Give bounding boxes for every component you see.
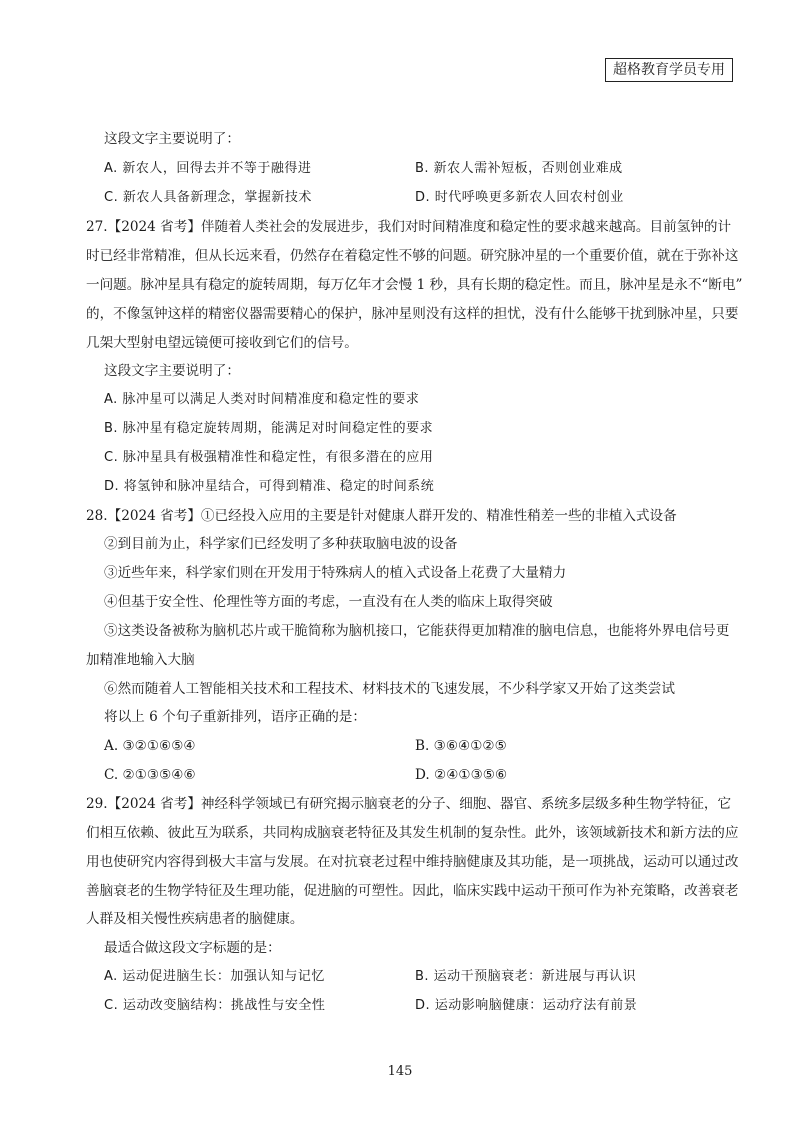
q28-sentence-5: ⑤这类设备被称为脑机芯片或干脆简称为脑机接口，它能获得更加精准的脑电信息，也能将外界电信号更 bbox=[104, 623, 730, 639]
q27-option-d[interactable]: D. 将氢钟和脉冲星结合，可得到精准、稳定的时间系统 bbox=[104, 479, 435, 494]
q27-text-line: 一问题。脉冲星具有稳定的旋转周期，每万亿年才会慢 1 秒，具有长期的稳定性。而且，脉冲星是永不“断电” bbox=[86, 277, 743, 293]
q28-sentence-2: ②到目前为止，科学家们已经发明了多种获取脑电波的设备 bbox=[104, 536, 458, 552]
q28-option-a[interactable]: A. ③②①⑥⑤④ bbox=[104, 738, 196, 754]
q26-prompt: 这段文字主要说明了： bbox=[104, 131, 240, 147]
q28-option-b[interactable]: B. ③⑥④①②⑤ bbox=[415, 738, 507, 754]
q28-option-c[interactable]: C. ②①③⑤④⑥ bbox=[104, 767, 196, 783]
q29-option-d[interactable]: D. 运动影响脑健康：运动疗法有前景 bbox=[415, 998, 638, 1013]
q28-sentence-4: ④但基于安全性、伦理性等方面的考虑，一直没有在人类的临床上取得突破 bbox=[104, 594, 553, 610]
q27-text-line: 几架大型射电望远镜便可接收到它们的信号。 bbox=[86, 335, 358, 351]
q29-text-line: 29.【2024 省考】神经科学领域已有研究揭示脑衰老的分子、细胞、器官、系统多层级多种生物学特征，它 bbox=[86, 796, 732, 812]
q28-sentence-1: 28.【2024 省考】①已经投入应用的主要是针对健康人群开发的、精准性稍差一些的非植入式设备 bbox=[86, 508, 677, 524]
q29-option-c[interactable]: C. 运动改变脑结构：挑战性与安全性 bbox=[104, 998, 326, 1013]
q29-text-line: 用也使研究内容得到极大丰富与发展。在对抗衰老过程中维持脑健康及其功能，是一项挑战，运动可以通过改 bbox=[86, 854, 739, 870]
q28-prompt: 将以上 6 个句子重新排列，语序正确的是： bbox=[104, 709, 366, 725]
q28-sentence-5-cont: 加精准地输入大脑 bbox=[86, 652, 195, 668]
page-number: 145 bbox=[387, 1064, 413, 1079]
q28-option-d[interactable]: D. ②④①③⑤⑥ bbox=[415, 767, 508, 783]
q26-option-d[interactable]: D. 时代呼唤更多新农人回农村创业 bbox=[415, 190, 624, 205]
q29-text-line: 善脑衰老的生物学特征及生理功能，促进脑的可塑性。因此，临床实践中运动干预可作为补充策略，改善衰老 bbox=[86, 883, 739, 899]
q29-option-b[interactable]: B. 运动干预脑衰老：新进展与再认识 bbox=[415, 969, 637, 984]
q27-option-c[interactable]: C. 脉冲星具有极强精准性和稳定性，有很多潜在的应用 bbox=[104, 450, 434, 465]
q27-prompt: 这段文字主要说明了： bbox=[104, 363, 240, 379]
q27-text-line: 27.【2024 省考】伴随着人类社会的发展进步，我们对时间精准度和稳定性的要求越来越高。目前氢钟的计 bbox=[86, 219, 732, 235]
q27-option-b[interactable]: B. 脉冲星有稳定旋转周期，能满足对时间稳定性的要求 bbox=[104, 421, 434, 436]
q27-text-line: 的，不像氢钟这样的精密仪器需要精心的保护，脉冲星则没有这样的担忧，没有什么能够干扰到脉冲星，只要 bbox=[86, 306, 739, 322]
q28-sentence-6: ⑥然而随着人工智能相关技术和工程技术、材料技术的飞速发展，不少科学家又开始了这类尝试 bbox=[104, 681, 675, 697]
watermark-badge: 超格教育学员专用 bbox=[605, 58, 733, 82]
q28-sentence-3: ③近些年来，科学家们则在开发用于特殊病人的植入式设备上花费了大量精力 bbox=[104, 565, 567, 581]
q26-option-a[interactable]: A. 新农人，回得去并不等于融得进 bbox=[104, 161, 312, 176]
q27-text-line: 时已经非常精准，但从长远来看，仍然存在着稳定性不够的问题。研究脉冲星的一个重要价值，就在于弥补这 bbox=[86, 248, 739, 264]
q26-option-b[interactable]: B. 新农人需补短板，否则创业难成 bbox=[415, 161, 623, 176]
q26-option-c[interactable]: C. 新农人具备新理念，掌握新技术 bbox=[104, 190, 312, 205]
q29-text-line: 人群及相关慢性疾病患者的脑健康。 bbox=[86, 911, 304, 927]
q29-text-line: 们相互依赖、彼此互为联系，共同构成脑衰老特征及其发生机制的复杂性。此外，该领域新技术和新方法的应 bbox=[86, 825, 739, 841]
q29-prompt: 最适合做这段文字标题的是： bbox=[104, 940, 281, 956]
q27-option-a[interactable]: A. 脉冲星可以满足人类对时间精准度和稳定性的要求 bbox=[104, 392, 420, 407]
q29-option-a[interactable]: A. 运动促进脑生长：加强认知与记忆 bbox=[104, 969, 325, 984]
